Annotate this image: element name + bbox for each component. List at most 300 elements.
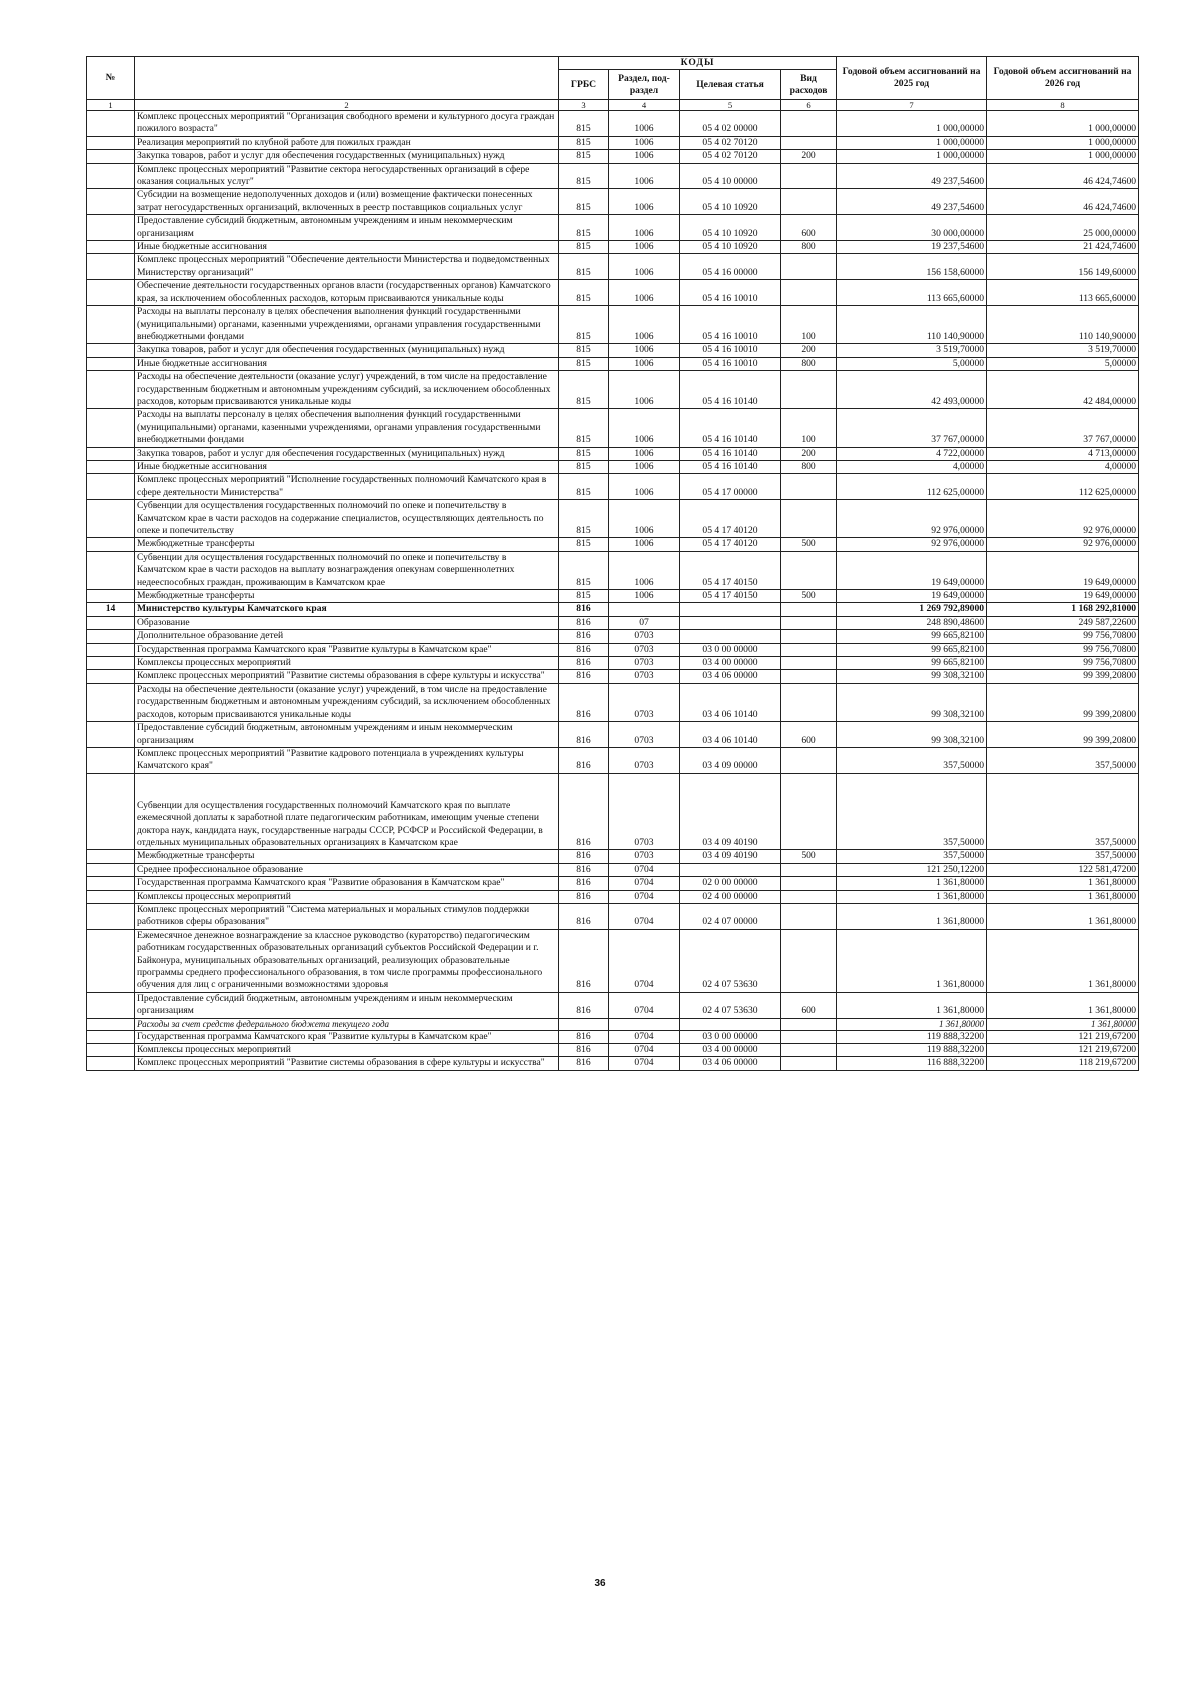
row-expense-type bbox=[781, 111, 837, 137]
row-target-article: 03 4 06 00000 bbox=[680, 1057, 781, 1070]
row-target-article: 05 4 02 70120 bbox=[680, 150, 781, 163]
row-name: Иные бюджетные ассигнования bbox=[135, 241, 559, 254]
row-number bbox=[87, 903, 135, 929]
row-name: Государственная программа Камчатского края "Развитие образования в Камчатском крае" bbox=[135, 877, 559, 890]
row-grbs: 815 bbox=[559, 111, 609, 137]
row-expense-type bbox=[781, 630, 837, 643]
row-grbs: 815 bbox=[559, 409, 609, 447]
row-target-article bbox=[680, 603, 781, 616]
row-expense-type: 500 bbox=[781, 590, 837, 603]
row-target-article: 03 4 06 10140 bbox=[680, 683, 781, 721]
table-row bbox=[87, 890, 1139, 903]
table-row bbox=[87, 992, 1139, 1018]
row-grbs: 816 bbox=[559, 1044, 609, 1057]
column-number: 8 bbox=[987, 100, 1139, 111]
row-expense-type bbox=[781, 863, 837, 876]
table-row bbox=[87, 850, 1139, 863]
table-row bbox=[87, 357, 1139, 370]
row-grbs: 816 bbox=[559, 929, 609, 992]
row-target-article: 05 4 17 00000 bbox=[680, 474, 781, 500]
table-row bbox=[87, 903, 1139, 929]
row-amount-2025: 1 361,80000 bbox=[837, 890, 987, 903]
row-amount-2025: 99 665,82100 bbox=[837, 630, 987, 643]
row-expense-type bbox=[781, 747, 837, 773]
row-amount-2026: 357,50000 bbox=[987, 747, 1139, 773]
table-row bbox=[87, 306, 1139, 344]
row-number bbox=[87, 163, 135, 189]
row-amount-2025: 99 308,32100 bbox=[837, 670, 987, 683]
table-row bbox=[87, 670, 1139, 683]
column-number: 4 bbox=[609, 100, 680, 111]
row-expense-type: 600 bbox=[781, 722, 837, 748]
row-razdel: 1006 bbox=[609, 241, 680, 254]
row-razdel: 0703 bbox=[609, 643, 680, 656]
table-row bbox=[87, 616, 1139, 629]
row-grbs: 815 bbox=[559, 215, 609, 241]
row-amount-2025: 1 000,00000 bbox=[837, 136, 987, 149]
table-row bbox=[87, 1057, 1139, 1070]
row-target-article: 02 4 07 53630 bbox=[680, 929, 781, 992]
row-grbs: 815 bbox=[559, 460, 609, 473]
col-num-header: № bbox=[87, 57, 135, 100]
row-grbs: 815 bbox=[559, 551, 609, 589]
row-expense-type bbox=[781, 136, 837, 149]
col-grbs-header: ГРБС bbox=[559, 70, 609, 100]
row-razdel: 1006 bbox=[609, 189, 680, 215]
row-razdel: 1006 bbox=[609, 357, 680, 370]
row-expense-type bbox=[781, 1057, 837, 1070]
row-target-article: 05 4 16 10010 bbox=[680, 344, 781, 357]
row-target-article: 05 4 02 00000 bbox=[680, 111, 781, 137]
col-name-header bbox=[135, 57, 559, 100]
row-amount-2025: 1 361,80000 bbox=[837, 929, 987, 992]
row-razdel: 1006 bbox=[609, 371, 680, 409]
row-amount-2026: 92 976,00000 bbox=[987, 538, 1139, 551]
row-razdel: 0704 bbox=[609, 877, 680, 890]
row-grbs: 816 bbox=[559, 722, 609, 748]
col-cs-header: Целевая статья bbox=[680, 70, 781, 100]
row-amount-2026: 1 361,80000 bbox=[987, 992, 1139, 1018]
row-expense-type bbox=[781, 877, 837, 890]
row-name: Ежемесячное денежное вознаграждение за классное руководство (кураторство) педагогическим работникам государственных образовательных организаций субъектов Российской Федерации и г. Байконура, муниципальных образовательных организаций, реализующих образовательные программы среднего профессионального образования, в том числе программы профессионального обучения для лиц с ограниченными возможностями здоровья bbox=[135, 929, 559, 992]
row-target-article: 05 4 17 40150 bbox=[680, 551, 781, 589]
row-grbs: 815 bbox=[559, 254, 609, 280]
row-amount-2025: 99 665,82100 bbox=[837, 643, 987, 656]
table-row bbox=[87, 371, 1139, 409]
row-amount-2026: 46 424,74600 bbox=[987, 189, 1139, 215]
row-razdel bbox=[609, 603, 680, 616]
row-name: Комплексы процессных мероприятий bbox=[135, 657, 559, 670]
table-header bbox=[87, 57, 1139, 111]
row-expense-type bbox=[781, 280, 837, 306]
row-name: Обеспечение деятельности государственных органов власти (государственных органов) Камчатского края, за исключением обособленных расходов, которым присваиваются уникальные коды bbox=[135, 280, 559, 306]
row-amount-2026: 4 713,00000 bbox=[987, 447, 1139, 460]
row-expense-type bbox=[781, 500, 837, 538]
row-amount-2025: 357,50000 bbox=[837, 747, 987, 773]
row-name: Комплекс процессных мероприятий "Развитие сектора негосударственных организаций в сфере оказания социальных услуг" bbox=[135, 163, 559, 189]
row-name: Образование bbox=[135, 616, 559, 629]
row-razdel: 1006 bbox=[609, 280, 680, 306]
row-name: Комплекс процессных мероприятий "Развитие системы образования в сфере культуры и искусства" bbox=[135, 670, 559, 683]
table-row bbox=[87, 344, 1139, 357]
row-grbs: 815 bbox=[559, 306, 609, 344]
row-amount-2026: 357,50000 bbox=[987, 773, 1139, 850]
row-name: Государственная программа Камчатского края "Развитие культуры в Камчатском крае" bbox=[135, 643, 559, 656]
row-expense-type: 600 bbox=[781, 215, 837, 241]
row-name: Комплекс процессных мероприятий "Исполнение государственных полномочий Камчатского края в сфере деятельности Министерства" bbox=[135, 474, 559, 500]
row-expense-type: 200 bbox=[781, 150, 837, 163]
budget-sheet bbox=[86, 56, 1138, 1071]
row-expense-type bbox=[781, 603, 837, 616]
row-razdel: 1006 bbox=[609, 447, 680, 460]
row-expense-type: 800 bbox=[781, 357, 837, 370]
row-number bbox=[87, 773, 135, 850]
row-amount-2025: 1 000,00000 bbox=[837, 150, 987, 163]
row-target-article: 05 4 10 10920 bbox=[680, 241, 781, 254]
row-razdel: 0704 bbox=[609, 929, 680, 992]
row-target-article: 05 4 10 10920 bbox=[680, 215, 781, 241]
row-target-article: 05 4 16 10140 bbox=[680, 460, 781, 473]
row-amount-2026: 99 756,70800 bbox=[987, 630, 1139, 643]
row-number bbox=[87, 551, 135, 589]
row-amount-2026: 19 649,00000 bbox=[987, 551, 1139, 589]
row-target-article: 05 4 10 00000 bbox=[680, 163, 781, 189]
table-row bbox=[87, 657, 1139, 670]
row-amount-2026: 1 361,80000 bbox=[987, 890, 1139, 903]
row-razdel: 0704 bbox=[609, 1030, 680, 1043]
table-row bbox=[87, 409, 1139, 447]
row-grbs: 816 bbox=[559, 890, 609, 903]
row-target-article: 03 4 00 00000 bbox=[680, 1044, 781, 1057]
column-number: 1 bbox=[87, 100, 135, 111]
row-amount-2026: 21 424,74600 bbox=[987, 241, 1139, 254]
row-number bbox=[87, 409, 135, 447]
row-amount-2025: 99 665,82100 bbox=[837, 657, 987, 670]
row-amount-2025: 1 361,80000 bbox=[837, 877, 987, 890]
row-name: Расходы на обеспечение деятельности (оказание услуг) учреждений, в том числе на предоставление государственным бюджетным и автономным учреждениям субсидий, за исключением обособленных расходов, которым присваиваются уникальные коды bbox=[135, 371, 559, 409]
row-amount-2026: 121 219,67200 bbox=[987, 1030, 1139, 1043]
row-amount-2025: 99 308,32100 bbox=[837, 722, 987, 748]
table-row bbox=[87, 722, 1139, 748]
row-expense-type bbox=[781, 189, 837, 215]
row-name: Комплекс процессных мероприятий "Развитие кадрового потенциала в учреждениях культуры Камчатского края" bbox=[135, 747, 559, 773]
row-number bbox=[87, 616, 135, 629]
row-name: Комплекс процессных мероприятий "Организация свободного времени и культурного досуга граждан пожилого возраста" bbox=[135, 111, 559, 137]
row-number bbox=[87, 460, 135, 473]
row-expense-type: 100 bbox=[781, 306, 837, 344]
row-razdel bbox=[609, 1018, 680, 1030]
row-expense-type bbox=[781, 1018, 837, 1030]
row-amount-2025: 156 158,60000 bbox=[837, 254, 987, 280]
table-row bbox=[87, 500, 1139, 538]
row-number bbox=[87, 500, 135, 538]
row-amount-2026: 99 756,70800 bbox=[987, 657, 1139, 670]
col-vr-header: Вид расходов bbox=[781, 70, 837, 100]
row-name: Комплекс процессных мероприятий "Обеспечение деятельности Министерства и подведомственных Министерству организаций" bbox=[135, 254, 559, 280]
row-amount-2026: 1 361,80000 bbox=[987, 877, 1139, 890]
table-body bbox=[87, 111, 1139, 1071]
row-name: Закупка товаров, работ и услуг для обеспечения государственных (муниципальных) нужд bbox=[135, 150, 559, 163]
row-number bbox=[87, 371, 135, 409]
row-razdel: 1006 bbox=[609, 474, 680, 500]
row-razdel: 0703 bbox=[609, 773, 680, 850]
row-grbs: 815 bbox=[559, 241, 609, 254]
col-2025-header: Годовой объем ассигнований на 2025 год bbox=[837, 57, 987, 100]
row-expense-type bbox=[781, 929, 837, 992]
row-target-article: 03 4 09 40190 bbox=[680, 773, 781, 850]
row-grbs: 815 bbox=[559, 500, 609, 538]
row-expense-type: 500 bbox=[781, 538, 837, 551]
column-number: 6 bbox=[781, 100, 837, 111]
row-expense-type bbox=[781, 163, 837, 189]
row-name: Субвенции для осуществления государственных полномочий по опеке и попечительству в Камчатском крае в части расходов на выплату вознаграждения опекунам совершеннолетних недееспособных граждан, проживающим в Камчатском крае bbox=[135, 551, 559, 589]
row-number bbox=[87, 992, 135, 1018]
row-name: Комплексы процессных мероприятий bbox=[135, 890, 559, 903]
table-row bbox=[87, 877, 1139, 890]
row-number bbox=[87, 306, 135, 344]
row-amount-2026: 1 361,80000 bbox=[987, 1018, 1139, 1030]
row-expense-type bbox=[781, 683, 837, 721]
row-expense-type bbox=[781, 903, 837, 929]
row-expense-type: 800 bbox=[781, 241, 837, 254]
row-target-article: 05 4 16 00000 bbox=[680, 254, 781, 280]
row-grbs: 815 bbox=[559, 150, 609, 163]
row-number bbox=[87, 447, 135, 460]
row-target-article: 05 4 16 10010 bbox=[680, 357, 781, 370]
row-grbs: 816 bbox=[559, 1030, 609, 1043]
row-name: Реализация мероприятий по клубной работе для пожилых граждан bbox=[135, 136, 559, 149]
row-razdel: 1006 bbox=[609, 150, 680, 163]
row-grbs: 816 bbox=[559, 603, 609, 616]
row-razdel: 0704 bbox=[609, 863, 680, 876]
row-target-article: 03 0 00 00000 bbox=[680, 1030, 781, 1043]
row-amount-2026: 46 424,74600 bbox=[987, 163, 1139, 189]
row-amount-2025: 49 237,54600 bbox=[837, 189, 987, 215]
table-row bbox=[87, 1030, 1139, 1043]
row-amount-2026: 99 399,20800 bbox=[987, 670, 1139, 683]
row-grbs: 816 bbox=[559, 616, 609, 629]
row-grbs: 816 bbox=[559, 657, 609, 670]
row-amount-2025: 19 649,00000 bbox=[837, 551, 987, 589]
row-name: Расходы на выплаты персоналу в целях обеспечения выполнения функций государственными (муниципальными) органами, казенными учреждениями, органами управления государственными внебюджетными фондами bbox=[135, 306, 559, 344]
row-target-article: 05 4 17 40120 bbox=[680, 538, 781, 551]
row-number bbox=[87, 643, 135, 656]
row-name: Иные бюджетные ассигнования bbox=[135, 460, 559, 473]
row-amount-2025: 121 250,12200 bbox=[837, 863, 987, 876]
row-expense-type bbox=[781, 643, 837, 656]
row-grbs: 816 bbox=[559, 683, 609, 721]
row-razdel: 1006 bbox=[609, 409, 680, 447]
row-grbs: 816 bbox=[559, 747, 609, 773]
row-amount-2025: 30 000,00000 bbox=[837, 215, 987, 241]
row-amount-2026: 118 219,67200 bbox=[987, 1057, 1139, 1070]
row-number bbox=[87, 474, 135, 500]
row-amount-2026: 1 000,00000 bbox=[987, 111, 1139, 137]
row-amount-2025: 1 361,80000 bbox=[837, 1018, 987, 1030]
row-amount-2026: 156 149,60000 bbox=[987, 254, 1139, 280]
table-row bbox=[87, 683, 1139, 721]
row-razdel: 0703 bbox=[609, 850, 680, 863]
row-razdel: 0704 bbox=[609, 992, 680, 1018]
row-number bbox=[87, 136, 135, 149]
row-amount-2026: 92 976,00000 bbox=[987, 500, 1139, 538]
budget-table bbox=[86, 56, 1139, 1071]
row-target-article: 05 4 16 10140 bbox=[680, 409, 781, 447]
row-amount-2026: 4,00000 bbox=[987, 460, 1139, 473]
row-number bbox=[87, 357, 135, 370]
row-grbs: 816 bbox=[559, 877, 609, 890]
row-amount-2025: 357,50000 bbox=[837, 773, 987, 850]
row-razdel: 1006 bbox=[609, 538, 680, 551]
row-amount-2026: 42 484,00000 bbox=[987, 371, 1139, 409]
row-number bbox=[87, 670, 135, 683]
row-target-article: 02 4 07 53630 bbox=[680, 992, 781, 1018]
table-row bbox=[87, 603, 1139, 616]
row-razdel: 1006 bbox=[609, 136, 680, 149]
row-grbs: 816 bbox=[559, 863, 609, 876]
row-grbs: 815 bbox=[559, 344, 609, 357]
row-razdel: 1006 bbox=[609, 344, 680, 357]
row-name: Предоставление субсидий бюджетным, автономным учреждениям и иным некоммерческим организациям bbox=[135, 992, 559, 1018]
row-expense-type bbox=[781, 657, 837, 670]
row-grbs: 816 bbox=[559, 630, 609, 643]
col-razdel-header: Раздел, под-раздел bbox=[609, 70, 680, 100]
row-razdel: 0704 bbox=[609, 903, 680, 929]
row-amount-2026: 112 625,00000 bbox=[987, 474, 1139, 500]
row-grbs: 815 bbox=[559, 136, 609, 149]
row-amount-2025: 19 649,00000 bbox=[837, 590, 987, 603]
row-amount-2026: 1 361,80000 bbox=[987, 903, 1139, 929]
row-expense-type bbox=[781, 890, 837, 903]
row-razdel: 0703 bbox=[609, 670, 680, 683]
row-name: Субвенции для осуществления государственных полномочий Камчатского края по выплате ежемесячной доплаты к заработной плате педагогическим работникам, имеющим ученые степени доктора наук, кандидата наук, государственные награды СССР, РСФСР и Российской Федерации, в отдельных муниципальных образовательных организациях в Камчатском крае bbox=[135, 773, 559, 850]
row-amount-2025: 99 308,32100 bbox=[837, 683, 987, 721]
row-number bbox=[87, 657, 135, 670]
row-razdel: 07 bbox=[609, 616, 680, 629]
row-amount-2026: 1 168 292,81000 bbox=[987, 603, 1139, 616]
row-expense-type: 600 bbox=[781, 992, 837, 1018]
row-target-article: 03 4 09 40190 bbox=[680, 850, 781, 863]
column-number: 7 bbox=[837, 100, 987, 111]
row-grbs: 815 bbox=[559, 447, 609, 460]
row-razdel: 1006 bbox=[609, 163, 680, 189]
row-name: Субсидии на возмещение недополученных доходов и (или) возмещение фактически понесенных затрат негосударственных организаций, включенных в реестр поставщиков социальных услуг bbox=[135, 189, 559, 215]
row-amount-2026: 37 767,00000 bbox=[987, 409, 1139, 447]
table-row bbox=[87, 551, 1139, 589]
table-row bbox=[87, 747, 1139, 773]
table-row bbox=[87, 254, 1139, 280]
table-row bbox=[87, 460, 1139, 473]
row-name: Министерство культуры Камчатского края bbox=[135, 603, 559, 616]
row-expense-type bbox=[781, 670, 837, 683]
row-number bbox=[87, 747, 135, 773]
table-row bbox=[87, 189, 1139, 215]
table-row bbox=[87, 643, 1139, 656]
row-amount-2026: 249 587,22600 bbox=[987, 616, 1139, 629]
row-grbs: 815 bbox=[559, 163, 609, 189]
row-target-article: 05 4 16 10140 bbox=[680, 371, 781, 409]
table-row bbox=[87, 136, 1139, 149]
row-target-article: 03 4 09 00000 bbox=[680, 747, 781, 773]
row-amount-2025: 110 140,90000 bbox=[837, 306, 987, 344]
row-name: Межбюджетные трансферты bbox=[135, 850, 559, 863]
column-number-row bbox=[87, 100, 1139, 111]
row-amount-2025: 5,00000 bbox=[837, 357, 987, 370]
table-row bbox=[87, 863, 1139, 876]
row-target-article: 05 4 17 40120 bbox=[680, 500, 781, 538]
row-amount-2025: 92 976,00000 bbox=[837, 500, 987, 538]
row-number bbox=[87, 683, 135, 721]
table-row bbox=[87, 280, 1139, 306]
row-expense-type bbox=[781, 254, 837, 280]
row-amount-2025: 19 237,54600 bbox=[837, 241, 987, 254]
row-number bbox=[87, 863, 135, 876]
row-amount-2026: 25 000,00000 bbox=[987, 215, 1139, 241]
row-expense-type: 500 bbox=[781, 850, 837, 863]
row-name: Закупка товаров, работ и услуг для обеспечения государственных (муниципальных) нужд bbox=[135, 447, 559, 460]
row-razdel: 0704 bbox=[609, 890, 680, 903]
row-grbs: 815 bbox=[559, 590, 609, 603]
row-name: Государственная программа Камчатского края "Развитие культуры в Камчатском крае" bbox=[135, 1030, 559, 1043]
row-number bbox=[87, 215, 135, 241]
row-amount-2026: 121 219,67200 bbox=[987, 1044, 1139, 1057]
row-number bbox=[87, 280, 135, 306]
row-amount-2026: 99 399,20800 bbox=[987, 722, 1139, 748]
row-target-article bbox=[680, 630, 781, 643]
row-name: Комплекс процессных мероприятий "Система материальных и моральных стимулов поддержки работников сферы образования" bbox=[135, 903, 559, 929]
row-target-article: 02 4 00 00000 bbox=[680, 890, 781, 903]
row-razdel: 1006 bbox=[609, 551, 680, 589]
row-amount-2025: 113 665,60000 bbox=[837, 280, 987, 306]
row-number bbox=[87, 150, 135, 163]
row-amount-2026: 110 140,90000 bbox=[987, 306, 1139, 344]
row-amount-2025: 1 361,80000 bbox=[837, 903, 987, 929]
row-amount-2026: 1 361,80000 bbox=[987, 929, 1139, 992]
row-amount-2026: 5,00000 bbox=[987, 357, 1139, 370]
row-expense-type bbox=[781, 371, 837, 409]
row-amount-2026: 3 519,70000 bbox=[987, 344, 1139, 357]
row-razdel: 0703 bbox=[609, 722, 680, 748]
row-number bbox=[87, 111, 135, 137]
row-expense-type bbox=[781, 1044, 837, 1057]
row-razdel: 1006 bbox=[609, 500, 680, 538]
row-expense-type bbox=[781, 773, 837, 850]
row-grbs: 815 bbox=[559, 474, 609, 500]
row-target-article bbox=[680, 863, 781, 876]
row-razdel: 0704 bbox=[609, 1057, 680, 1070]
row-amount-2025: 116 888,32200 bbox=[837, 1057, 987, 1070]
row-number bbox=[87, 1030, 135, 1043]
page-number: 36 bbox=[594, 1578, 606, 1589]
row-amount-2026: 99 756,70800 bbox=[987, 643, 1139, 656]
row-grbs: 815 bbox=[559, 357, 609, 370]
row-grbs: 815 bbox=[559, 371, 609, 409]
row-expense-type bbox=[781, 616, 837, 629]
row-name: Предоставление субсидий бюджетным, автономным учреждениям и иным некоммерческим организациям bbox=[135, 215, 559, 241]
row-amount-2026: 1 000,00000 bbox=[987, 150, 1139, 163]
row-name: Расходы на выплаты персоналу в целях обеспечения выполнения функций государственными (муниципальными) органами, казенными учреждениями, органами управления государственными внебюджетными фондами bbox=[135, 409, 559, 447]
row-name: Комплекс процессных мероприятий "Развитие системы образования в сфере культуры и искусства" bbox=[135, 1057, 559, 1070]
row-amount-2025: 357,50000 bbox=[837, 850, 987, 863]
row-number bbox=[87, 1044, 135, 1057]
row-name: Дополнительное образование детей bbox=[135, 630, 559, 643]
row-razdel: 0703 bbox=[609, 630, 680, 643]
row-razdel: 0703 bbox=[609, 683, 680, 721]
row-grbs: 816 bbox=[559, 992, 609, 1018]
row-razdel: 1006 bbox=[609, 254, 680, 280]
row-number bbox=[87, 630, 135, 643]
row-number bbox=[87, 538, 135, 551]
